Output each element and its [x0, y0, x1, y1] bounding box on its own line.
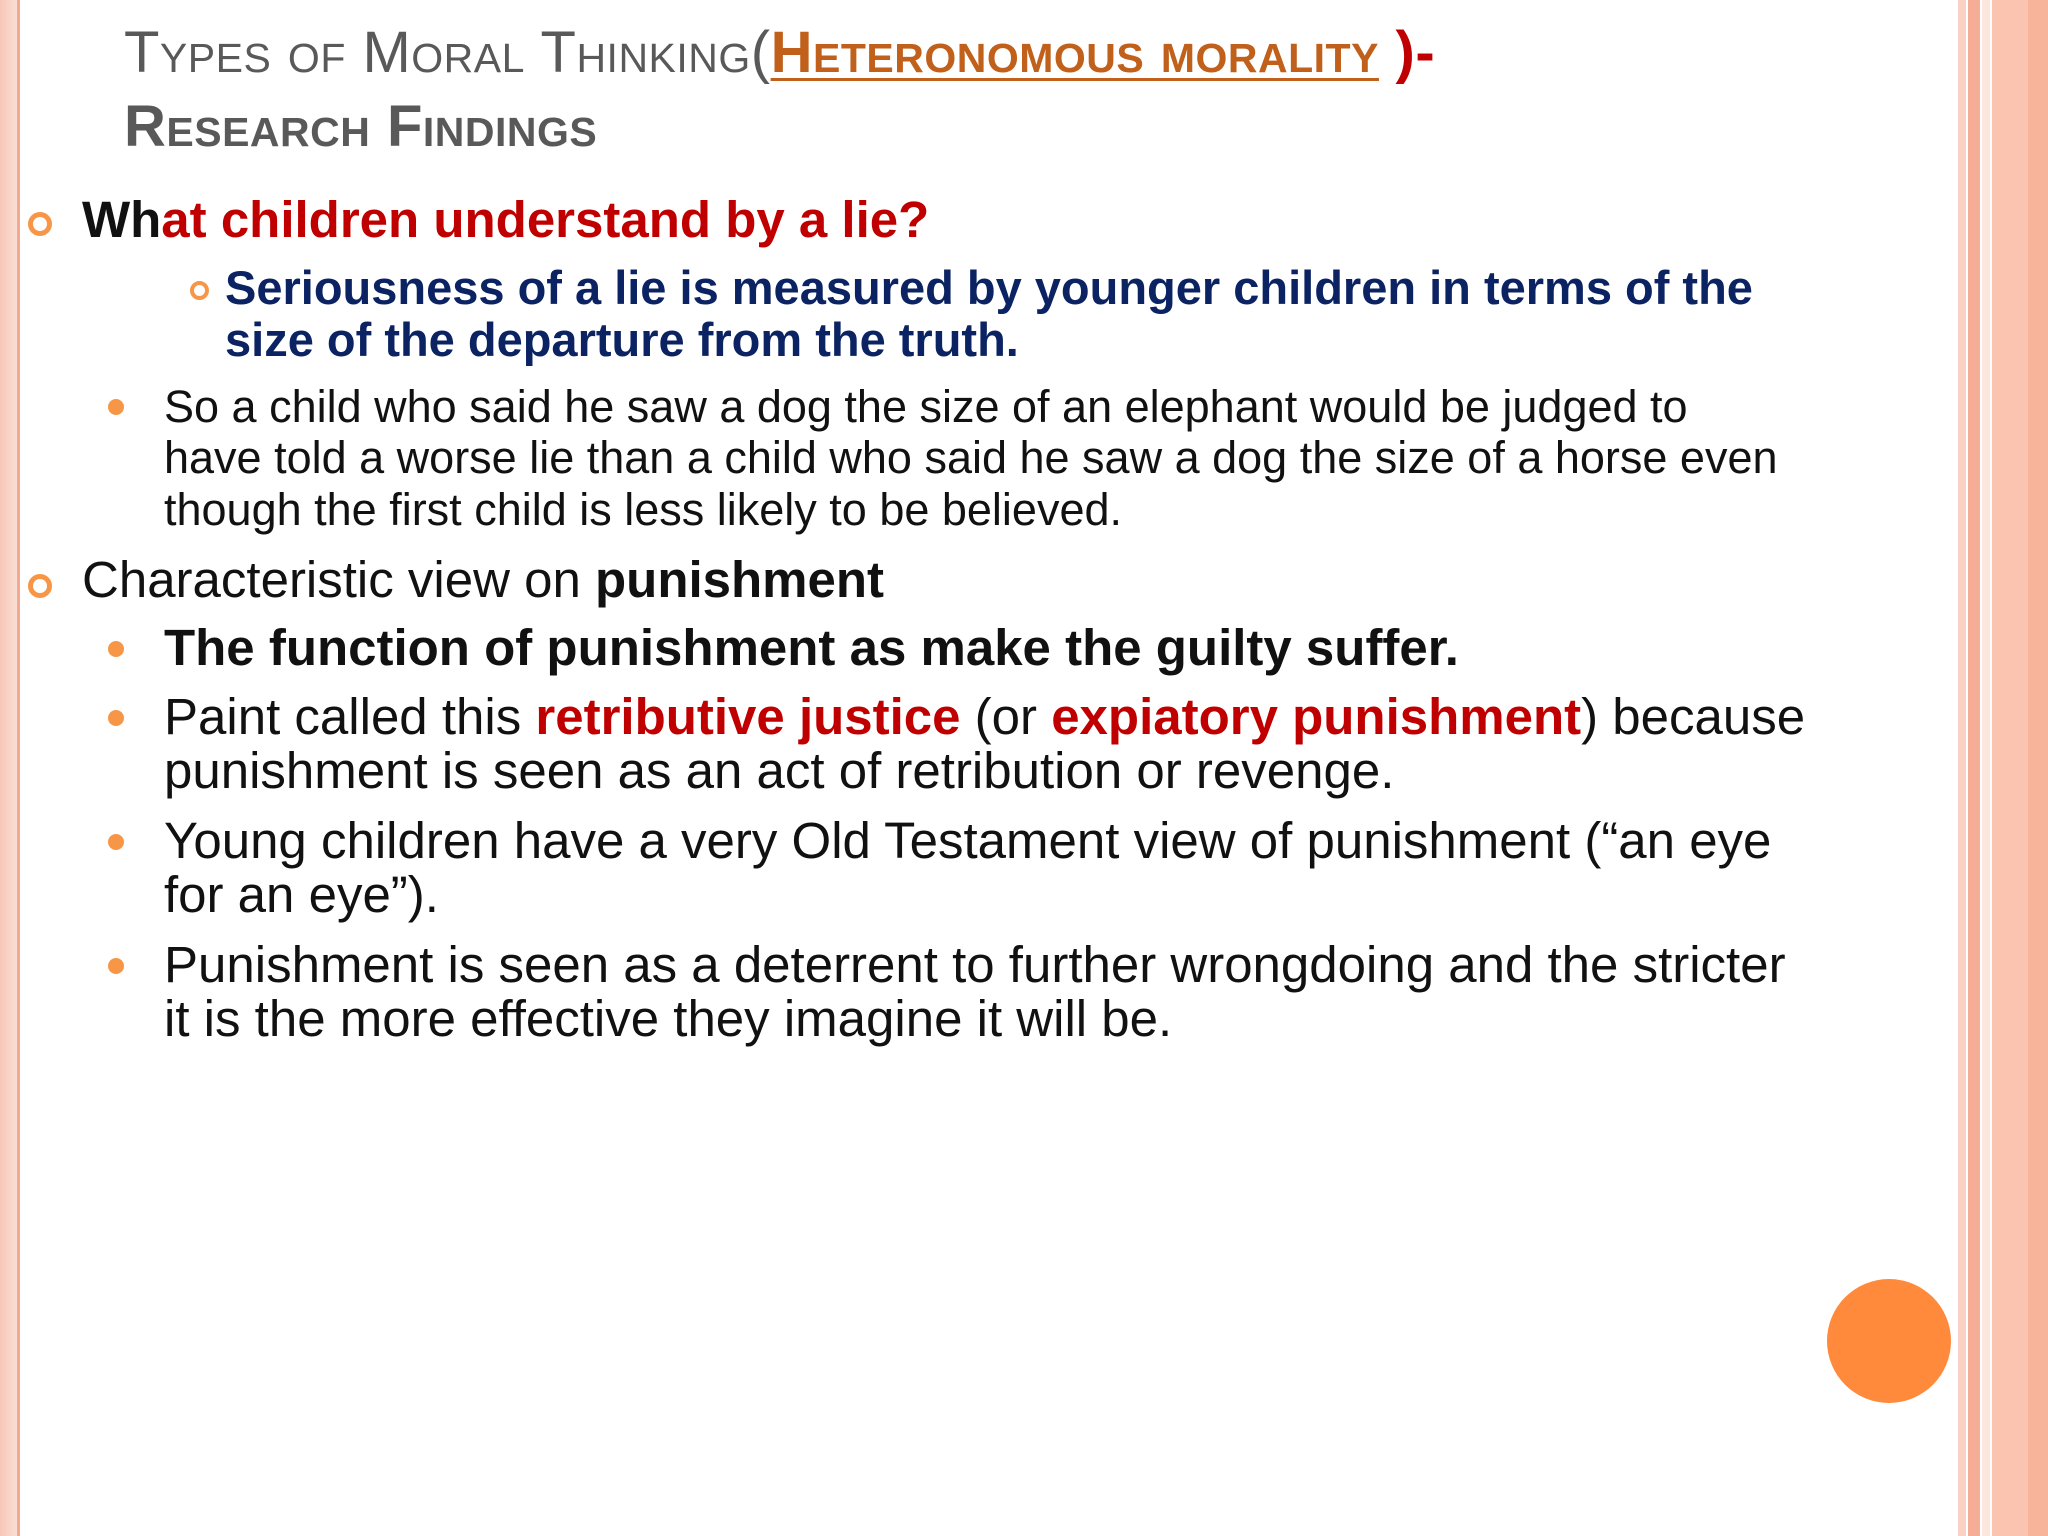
example-line1: So a child who said he saw a dog the size of an elephant would be judged to	[164, 381, 1688, 432]
bullet-lie-question-part2: at children understand by a lie?	[161, 191, 930, 248]
retributive-part1: Paint called this	[164, 688, 536, 745]
expiatory-punishment-term: expiatory punishment	[1051, 688, 1582, 745]
dot-bullet-icon	[108, 399, 124, 415]
orange-circle-decoration	[1827, 1279, 1951, 1403]
sub-bullet-deterrent-line1: Punishment is seen as a deterrent to further wrongdoing and the stricter	[164, 936, 1786, 993]
sub-bullet-function: The function of punishment as make the guilty suffer.	[164, 619, 1459, 676]
bullet-lie-question-part1: Wh	[82, 191, 162, 248]
bullet-punishment-view	[82, 551, 885, 608]
sub-bullet-deterrent-line2: it is the more effective they imagine it will be.	[164, 990, 1173, 1047]
retributive-part3: (or	[960, 688, 1052, 745]
dot-bullet-icon	[108, 834, 124, 850]
dot-bullet-icon	[108, 641, 124, 657]
sub-bullet-retributive-line2: punishment is seen as an act of retribution or revenge.	[164, 742, 1395, 799]
example-line2: have told a worse lie than a child who said he saw a dog the size of a horse even	[164, 432, 1778, 483]
ring-bullet-icon	[28, 574, 52, 598]
dot-bullet-icon	[108, 958, 124, 974]
bullet-lie-question	[82, 191, 930, 248]
example-line3: though the first child is less likely to be believed.	[164, 484, 1123, 535]
ring-bullet-icon	[28, 212, 52, 236]
dot-bullet-icon	[108, 710, 124, 726]
sub-bullet-retributive-line1	[164, 688, 1806, 745]
sub-bullet-old-testament-line1: Young children have a very Old Testament view of punishment (“an eye	[164, 812, 1772, 869]
sub-bullet-seriousness-line1: Seriousness of a lie is measured by younger children in terms of the	[225, 261, 1753, 314]
title-heteronomous-link[interactable]: Heteronomous morality	[770, 20, 1379, 85]
ring-bullet-icon	[190, 281, 209, 300]
title-line-2: Research Findings	[124, 94, 598, 159]
title-prefix: Types of Moral Thinking(	[124, 20, 771, 85]
retributive-part5: ) because	[1581, 688, 1806, 745]
sub-bullet-old-testament-line2: for an eye”).	[164, 866, 439, 923]
bullet-punishment-view-part2: punishment	[595, 551, 885, 608]
title-suffix: )-	[1378, 20, 1436, 85]
sub-bullet-seriousness-line2: size of the departure from the truth.	[225, 313, 1019, 366]
bullet-punishment-view-part1: Characteristic view on	[82, 551, 596, 608]
retributive-justice-term: retributive justice	[535, 688, 961, 745]
